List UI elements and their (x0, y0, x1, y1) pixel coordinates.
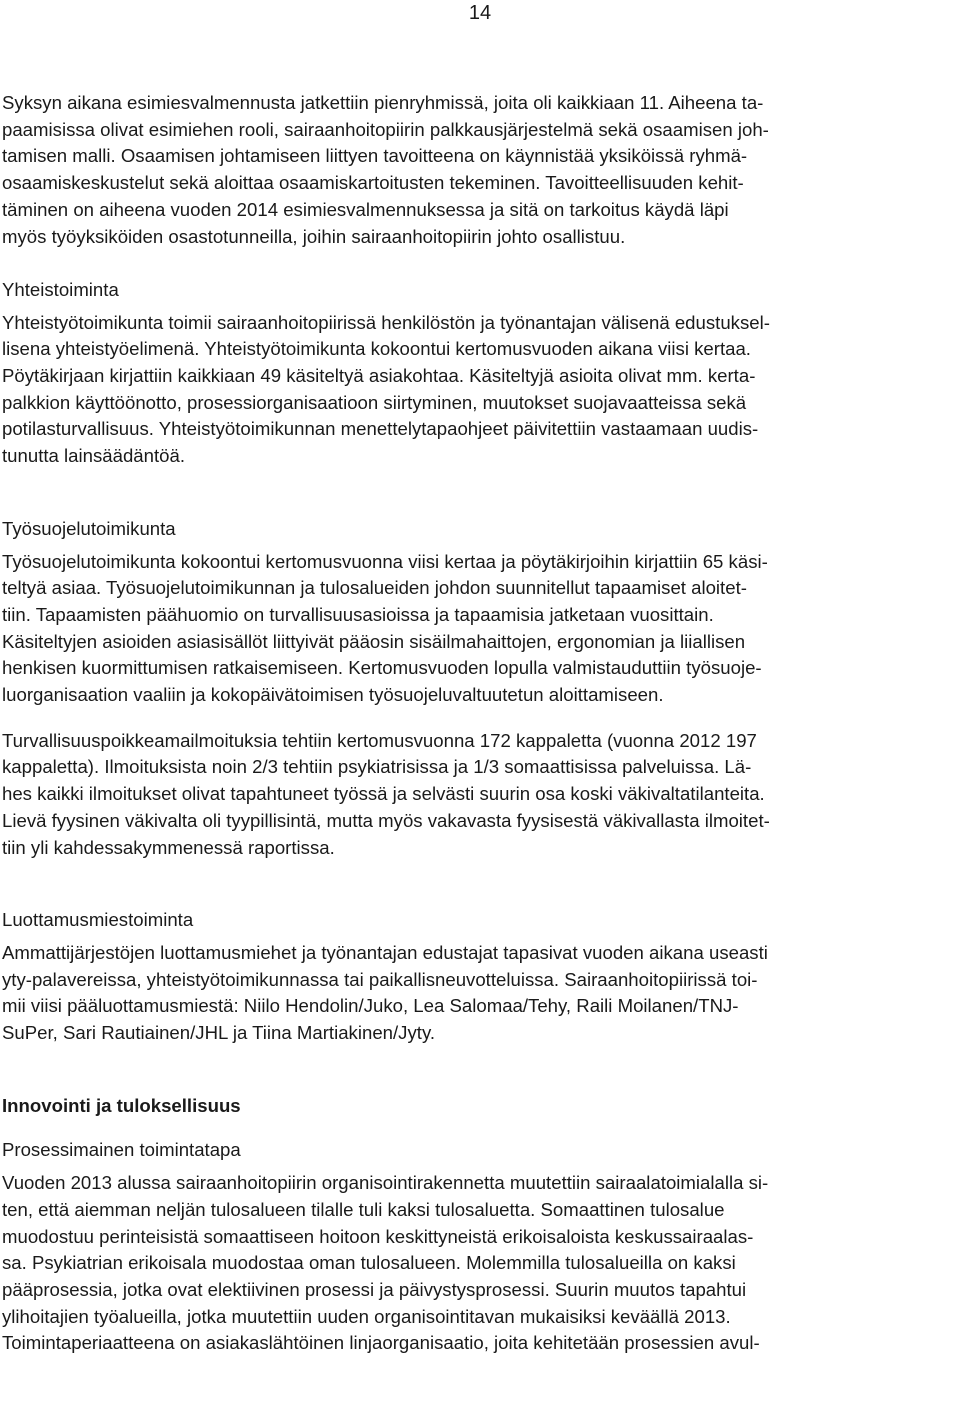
text-line: Vuoden 2013 alussa sairaanhoitopiirin organisointirakennetta muutettiin sairaalatoimialalla si- (2, 1172, 769, 1194)
text-line: hes kaikki ilmoitukset olivat tapahtuneet työssä ja selvästi suurin osa koski väkivaltatilanteita. (2, 783, 765, 805)
text-line: Lievä fyysinen väkivalta oli tyypillisintä, mutta myös vakavasta fyysisestä väkivallasta ilmoitet- (2, 809, 770, 831)
text-line: Työsuojelutoimikunta kokoontui kertomusvuonna viisi kertaa ja pöytäkirjoihin kirjattiin 65 käsi- (2, 550, 768, 572)
text-line: pääprosessia, jotka ovat elektiivinen prosessi ja päivystysprosessi. Suurin muutos tapahtui (2, 1279, 747, 1300)
text-line: ten, että aiemman neljän tulosalueen tilalle tuli kaksi tulosaluetta. Somaattinen tulosalue (2, 1198, 725, 1220)
text-line: lisena yhteistyöelimenä. Yhteistyötoimikunta kokoontui kertomusvuoden aikana viisi kertaa. (2, 338, 751, 360)
text-line: tunutta lainsäädäntöä. (2, 445, 185, 467)
text-line: Pöytäkirjaan kirjattiin kaikkiaan 49 käsiteltyä asiakohtaa. Käsiteltyjä asioita olivat mm. kerta- (2, 365, 756, 387)
paragraph-esimiesvalmennus (2, 90, 954, 250)
text-line: muodostuu perinteisistä somaattiseen hoitoon keskittyneistä erikoisaloista keskussairaalas- (2, 1225, 754, 1247)
text-line: myös työyksiköiden osastotunneilla, joihin sairaanhoitopiirin johto osallistuu. (2, 225, 626, 247)
text-line: teltyä asiaa. Työsuojelutoimikunnan ja tulosalueiden johdon suunnitellut tapaamiset aloitet- (2, 577, 747, 599)
document-body (2, 90, 954, 1357)
section-luottamusmiestoiminta (2, 907, 954, 1047)
text-line: Syksyn aikana esimiesvalmennusta jatkettiin pienryhmissä, joita oli kaikkiaan 11. Aiheena ta- (2, 92, 764, 113)
page-number: 14 (468, 2, 492, 24)
text-line: tamisen malli. Osaamisen johtamiseen liittyen tavoitteena on käynnistää yksiköissä ryhmä- (2, 145, 748, 167)
text-line: ylihoitajien työalueilla, jotka muutettiin uuden organisointitavan mukaisiksi keväällä 2013. (2, 1305, 731, 1327)
text-line: Ammattijärjestöjen luottamusmiehet ja työnantajan edustajat tapasivat vuoden aikana useasti (2, 941, 768, 963)
paragraph-turvallisuuspoikkeamat (2, 728, 954, 862)
section-prosessimainen-toimintatapa (2, 1137, 954, 1357)
section-yhteistoiminta (2, 277, 954, 470)
text-line: mii viisi pääluottamusmiestä: Niilo Hendolin/Juko, Lea Salomaa/Tehy, Raili Moilanen/TNJ- (2, 995, 739, 1017)
text-line: yty-palavereissa, yhteistyötoimikunnassa tai paikallisneuvotteluissa. Sairaanhoitopiirissä toi- (2, 968, 758, 990)
text-line: osaamiskeskustelut sekä aloittaa osaamiskartoitusten tekeminen. Tavoitteellisuuden kehit- (2, 172, 744, 194)
text-line: luorganisaation vaaliin ja kokopäivätoimisen työsuojeluvaltuutetun aloittamiseen. (2, 684, 664, 706)
section-heading: Yhteistoiminta (2, 278, 119, 300)
section-heading: Luottamusmiestoiminta (2, 909, 194, 931)
chapter-heading: Innovointi ja tuloksellisuus (2, 1094, 241, 1116)
text-line: sa. Psykiatrian erikoisala muodostaa oman tulosalueen. Molemmilla tulosalueilla on kaksi (2, 1252, 736, 1274)
text-line: tiin. Tapaamisten päähuomio on turvallisuusasioissa ja tapaamisia jatketaan vuosittain. (2, 603, 714, 625)
text-line: palkkion käyttöönotto, prosessiorganisaatioon siirtyminen, muutokset suojavaatteissa sekä (2, 391, 747, 413)
text-line: paamisissa olivat esimiehen rooli, sairaanhoitopiirin palkkausjärjestelmä sekä osaamisen joh- (2, 118, 769, 140)
text-line: tiin yli kahdessakymmenessä raportissa. (2, 836, 335, 858)
text-line: Toimintaperiaatteena on asiakaslähtöinen linjaorganisaatio, joita kehitetään prosessien avul- (2, 1332, 760, 1354)
text-line: Turvallisuuspoikkeamailmoituksia tehtiin kertomusvuonna 172 kappaletta (vuonna 2012 197 (2, 729, 757, 751)
section-tyosuojelutoimikunta (2, 516, 954, 709)
section-heading: Työsuojelutoimikunta (2, 517, 176, 539)
text-line: SuPer, Sari Rautiainen/JHL ja Tiina Martiakinen/Jyty. (2, 1022, 436, 1044)
text-line: henkisen kuormittumisen ratkaisemiseen. Kertomusvuoden lopulla valmistauduttiin työsuoje- (2, 657, 762, 679)
text-line: kappaletta). Ilmoituksista noin 2/3 tehtiin psykiatrisissa ja 1/3 somaattisissa palveluissa. Lä- (2, 756, 752, 778)
text-line: Yhteistyötoimikunta toimii sairaanhoitopiirissä henkilöstön ja työnantajan välisenä edustuksel- (2, 311, 770, 333)
text-line: täminen on aiheena vuoden 2014 esimiesvalmennuksessa ja sitä on tarkoitus käydä läpi (2, 198, 729, 220)
section-heading: Prosessimainen toimintatapa (2, 1139, 241, 1161)
text-line: Käsiteltyjen asioiden asiasisällöt liittyivät pääosin sisäilmahaittojen, ergonomian ja liiallisen (2, 630, 746, 652)
text-line: potilasturvallisuus. Yhteistyötoimikunnan menettelytapaohjeet päivitettiin vastaamaan uudis- (2, 418, 759, 440)
